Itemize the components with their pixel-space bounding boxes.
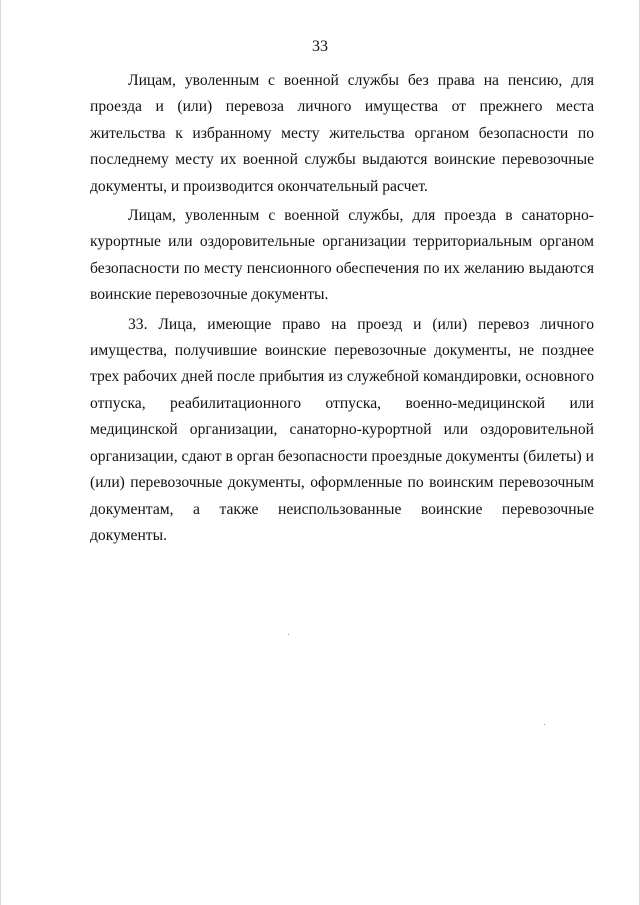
document-body bbox=[90, 68, 594, 549]
paragraph-discharged-sanatorium-travel: Лицам, уволенным с военной службы, для проезда в санаторно-курортные или оздоровительные организации территориальным органом безопасности по месту пенсионного обеспечения по их желанию выдаются воинские перевозочные документы. bbox=[90, 207, 594, 304]
paragraph-33-return-documents: 33. Лица, имеющие право на проезд и (или) перевоз личного имущества, получившие воинские перевозочные документы, не позднее трех рабочих дней после прибытия из служебной командировки, основного отпуска, реабилитационного отпуска, военно-медицинской или медицинской организации, санаторно-курортной или оздоровительной организации, сдают в орган безопасности проездные документы (билеты) и (или) перевозочные документы, оформленные по воинским перевозочным документам, а также неиспользованные воинские перевозочные документы. bbox=[90, 315, 594, 544]
scan-speck bbox=[288, 634, 289, 635]
scan-speck bbox=[544, 724, 545, 725]
page-number: 33 bbox=[312, 38, 328, 55]
paragraph-discharged-without-pension: Лицам, уволенным с военной службы без права на пенсию, для проезда и (или) перевоза личного имущества от прежнего места жительства к избранному месту жительства органом безопасности по последнему месту их военной службы выдаются воинские перевозочные документы, и производится окончательный расчет. bbox=[90, 72, 594, 195]
